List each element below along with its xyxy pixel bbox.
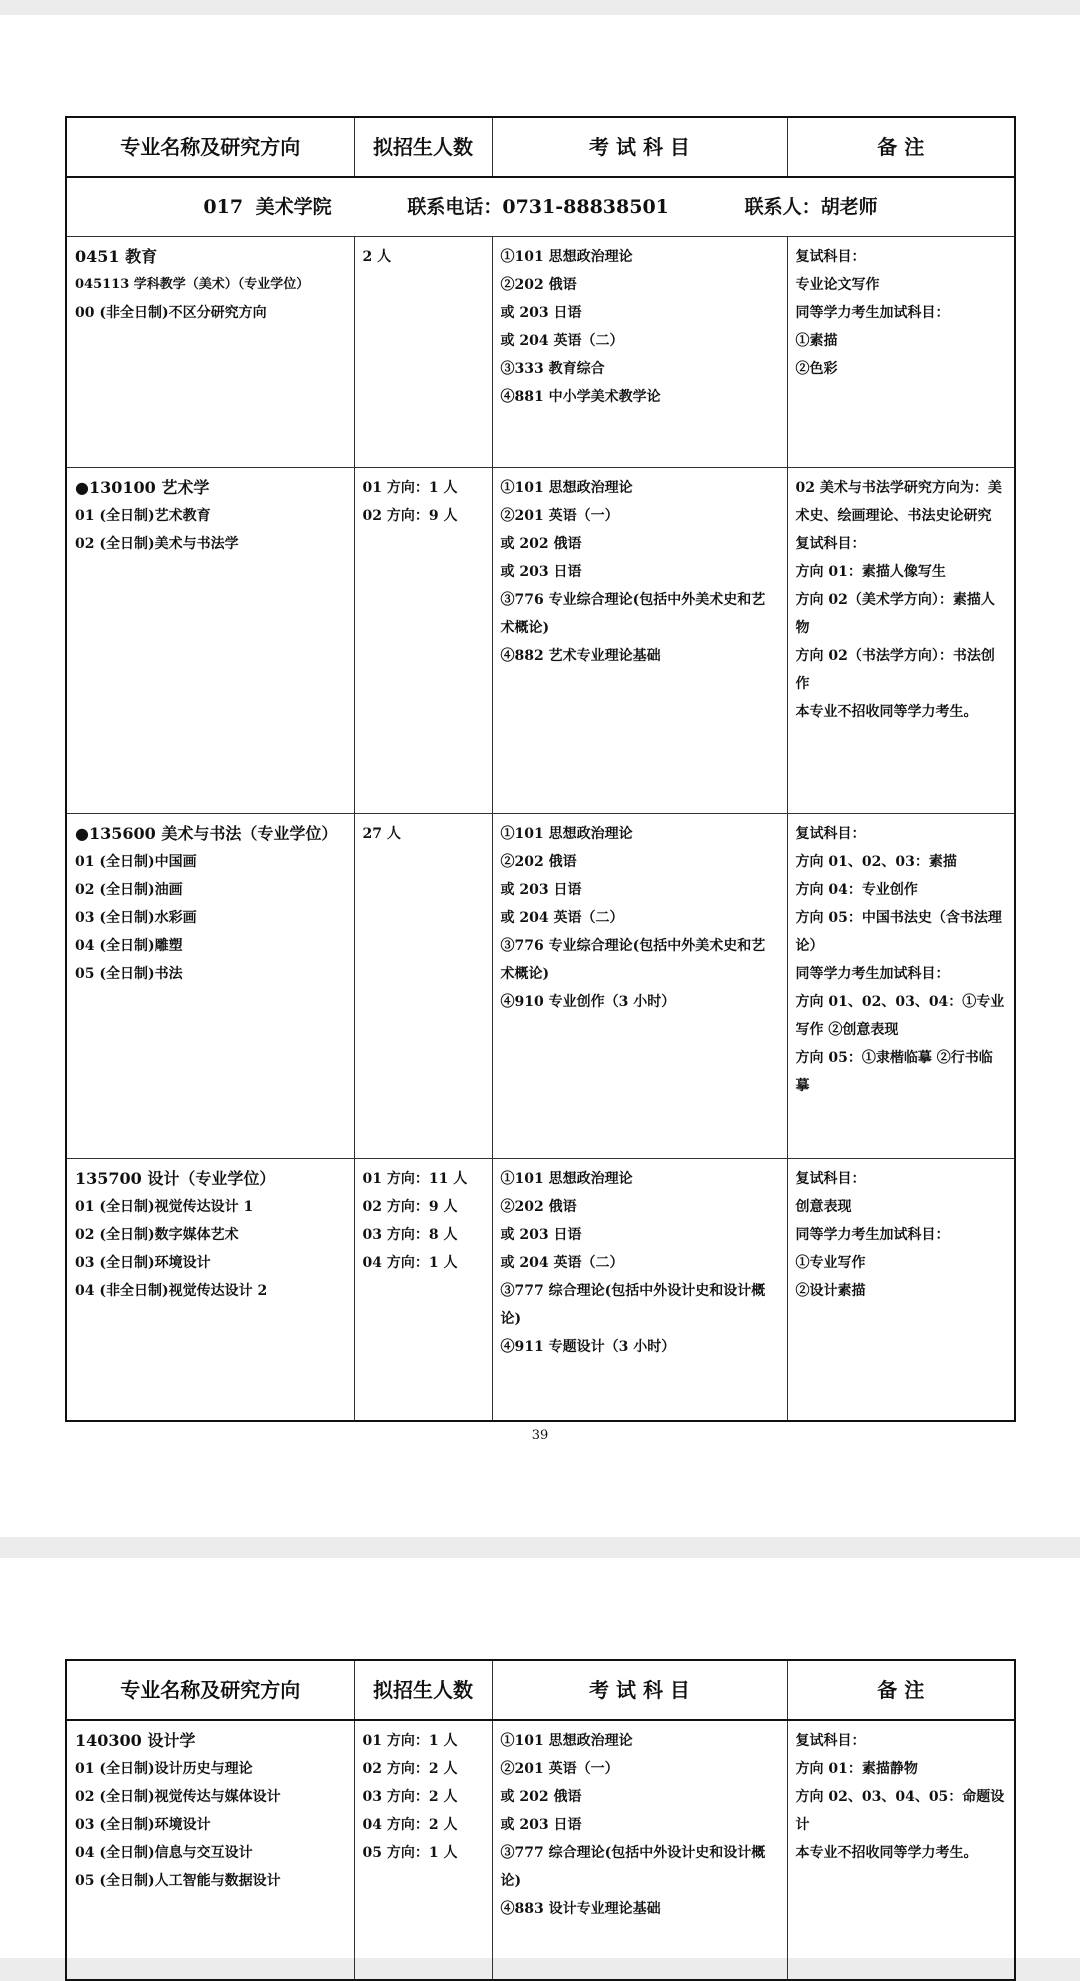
cell-line: 03 方向：8 人 xyxy=(362,1227,458,1243)
cell-line: ①101 思想政治理论 xyxy=(500,1171,633,1187)
cell-line: ③776 专业综合理论(包括中外美术史和艺术概论) xyxy=(500,938,766,982)
cell-line: ①101 思想政治理论 xyxy=(500,480,633,496)
document-page-39 xyxy=(0,15,1080,1537)
cell-line: 或 204 英语（二） xyxy=(500,333,624,349)
cell-line: ①101 思想政治理论 xyxy=(500,249,633,265)
header-major: 专业名称及研究方向 xyxy=(66,1660,354,1720)
cell-line: 04 (全日制)雕塑 xyxy=(75,938,183,954)
cell-line: 03 方向：2 人 xyxy=(362,1789,458,1805)
cell-line: 方向 01：素描人像写生 xyxy=(795,564,946,580)
department-name: 017 美术学院 xyxy=(203,196,332,218)
cell-line: 0451 教育 xyxy=(75,247,158,266)
department-contact: 联系人：胡老师 xyxy=(744,196,878,218)
cell-line: 复试科目： xyxy=(795,1171,866,1187)
major-cell xyxy=(66,237,354,468)
header-row xyxy=(66,1660,1015,1720)
notes-cell xyxy=(787,1720,1015,1980)
major-cell xyxy=(66,468,354,814)
cell-line: 复试科目： xyxy=(795,249,866,265)
cell-line: 00 (非全日制)不区分研究方向 xyxy=(75,305,267,321)
cell-line: 方向 01：素描静物 xyxy=(795,1761,918,1777)
header-row xyxy=(66,117,1015,177)
cell-line: ①101 思想政治理论 xyxy=(500,826,633,842)
cell-line: ④883 设计专业理论基础 xyxy=(500,1901,661,1917)
table-row xyxy=(66,468,1015,814)
cell-line: 135700 设计（专业学位） xyxy=(75,1169,276,1188)
cell-line: 01 方向：11 人 xyxy=(362,1171,468,1187)
cell-line: ④881 中小学美术教学论 xyxy=(500,389,661,405)
cell-line: 方向 04：专业创作 xyxy=(795,882,918,898)
cell-line: ●130100 艺术学 xyxy=(75,478,210,497)
cell-line: 05 (全日制)书法 xyxy=(75,966,183,982)
cell-line: 方向 02（书法学方向）：书法创作 xyxy=(795,648,995,692)
cell-line: ③776 专业综合理论(包括中外美术史和艺术概论) xyxy=(500,592,766,636)
header-enrollment: 拟招生人数 xyxy=(354,1660,492,1720)
cell-line: 01 方向：1 人 xyxy=(362,1733,458,1749)
cell-line: ①101 思想政治理论 xyxy=(500,1733,633,1749)
admissions-table xyxy=(65,1659,1016,1981)
notes-cell xyxy=(787,468,1015,814)
cell-line: ②202 俄语 xyxy=(500,854,577,870)
header-exam-subjects: 考 试 科 目 xyxy=(492,117,787,177)
cell-line: 02 (全日制)油画 xyxy=(75,882,183,898)
cell-line: ②202 俄语 xyxy=(500,1199,577,1215)
cell-line: ②202 俄语 xyxy=(500,277,577,293)
cell-line: 04 方向：2 人 xyxy=(362,1817,458,1833)
page-number: 39 xyxy=(531,1428,549,1443)
header-enrollment: 拟招生人数 xyxy=(354,117,492,177)
cell-line: 02 方向：9 人 xyxy=(362,508,458,524)
cell-line: 或 203 日语 xyxy=(500,882,582,898)
cell-line: 02 方向：2 人 xyxy=(362,1761,458,1777)
cell-line: 或 204 英语（二） xyxy=(500,910,624,926)
cell-line: ①专业写作 xyxy=(795,1255,866,1271)
notes-cell xyxy=(787,814,1015,1159)
cell-line: 或 203 日语 xyxy=(500,1817,582,1833)
cell-line: ①素描 xyxy=(795,333,838,349)
exam-cell xyxy=(492,1720,787,1980)
cell-line: ③333 教育综合 xyxy=(500,361,605,377)
header-exam-subjects: 考 试 科 目 xyxy=(492,1660,787,1720)
document-page-40 xyxy=(0,1558,1080,1958)
cell-line: 04 (全日制)信息与交互设计 xyxy=(75,1845,253,1861)
cell-line: ③777 综合理论(包括中外设计史和设计概论) xyxy=(500,1283,766,1327)
cell-line: 复试科目： xyxy=(795,536,866,552)
enrollment-cell xyxy=(354,1159,492,1421)
cell-line: 03 (全日制)环境设计 xyxy=(75,1817,211,1833)
cell-line: ②201 英语（一） xyxy=(500,1761,619,1777)
table-row xyxy=(66,814,1015,1159)
cell-line: ④910 专业创作（3 小时） xyxy=(500,994,676,1010)
cell-line: ④882 艺术专业理论基础 xyxy=(500,648,661,664)
cell-line: ④911 专题设计（3 小时） xyxy=(500,1339,676,1355)
enrollment-cell xyxy=(354,814,492,1159)
cell-line: 27 人 xyxy=(362,826,401,842)
cell-line: 或 202 俄语 xyxy=(500,1789,582,1805)
header-notes: 备 注 xyxy=(787,117,1015,177)
cell-line: ②设计素描 xyxy=(795,1283,866,1299)
cell-line: 同等学力考生加试科目： xyxy=(795,1227,950,1243)
cell-line: 01 (全日制)视觉传达设计 1 xyxy=(75,1199,254,1215)
cell-line: 同等学力考生加试科目： xyxy=(795,305,950,321)
exam-cell xyxy=(492,814,787,1159)
cell-line: ②201 英语（一） xyxy=(500,508,619,524)
department-phone: 联系电话：0731-88838501 xyxy=(407,196,669,218)
cell-line: 本专业不招收同等学力考生。 xyxy=(795,704,978,720)
enrollment-cell xyxy=(354,468,492,814)
cell-line: 或 202 俄语 xyxy=(500,536,582,552)
enrollment-cell xyxy=(354,237,492,468)
department-row xyxy=(66,177,1015,237)
cell-line: 或 204 英语（二） xyxy=(500,1255,624,1271)
cell-line: 同等学力考生加试科目： xyxy=(795,966,950,982)
cell-line: 专业论文写作 xyxy=(795,277,880,293)
major-cell xyxy=(66,1159,354,1421)
cell-line: 方向 01、02、03、04：①专业写作 ②创意表现 xyxy=(795,994,1005,1038)
cell-line: 03 (全日制)水彩画 xyxy=(75,910,197,926)
cell-line: 140300 设计学 xyxy=(75,1731,196,1750)
exam-cell xyxy=(492,1159,787,1421)
cell-line: ●135600 美术与书法（专业学位） xyxy=(75,824,338,843)
cell-line: 01 方向：1 人 xyxy=(362,480,458,496)
cell-line: ③777 综合理论(包括中外设计史和设计概论) xyxy=(500,1845,766,1889)
table-row xyxy=(66,237,1015,468)
cell-line: 复试科目： xyxy=(795,1733,866,1749)
exam-cell xyxy=(492,468,787,814)
cell-line: 方向 05：中国书法史（含书法理论） xyxy=(795,910,1002,954)
cell-line: 02 (全日制)数字媒体艺术 xyxy=(75,1227,239,1243)
cell-line: 04 (非全日制)视觉传达设计 2 xyxy=(75,1283,268,1299)
cell-line: 02 方向：9 人 xyxy=(362,1199,458,1215)
cell-line: 01 (全日制)艺术教育 xyxy=(75,508,211,524)
cell-line: 方向 02（美术学方向）：素描人物 xyxy=(795,592,995,636)
notes-cell xyxy=(787,1159,1015,1421)
major-cell xyxy=(66,814,354,1159)
cell-line: 045113 学科教学（美术）（专业学位） xyxy=(75,277,310,292)
cell-line: 04 方向：1 人 xyxy=(362,1255,458,1271)
table-row xyxy=(66,1720,1015,1980)
cell-line: 05 (全日制)人工智能与数据设计 xyxy=(75,1873,281,1889)
admissions-table xyxy=(65,116,1016,1422)
cell-line: 或 203 日语 xyxy=(500,1227,582,1243)
cell-line: 02 美术与书法学研究方向为：美术史、绘画理论、书法史论研究 xyxy=(795,480,1002,524)
cell-line: 方向 02、03、04、05：命题设计 xyxy=(795,1789,1005,1833)
cell-line: 2 人 xyxy=(362,249,392,265)
cell-line: 方向 01、02、03：素描 xyxy=(795,854,957,870)
cell-line: 02 (全日制)视觉传达与媒体设计 xyxy=(75,1789,281,1805)
cell-line: 05 方向：1 人 xyxy=(362,1845,458,1861)
cell-line: 03 (全日制)环境设计 xyxy=(75,1255,211,1271)
cell-line: 方向 05：①隶楷临摹 ②行书临摹 xyxy=(795,1050,993,1094)
cell-line: 01 (全日制)中国画 xyxy=(75,854,197,870)
table-row xyxy=(66,1159,1015,1421)
notes-cell xyxy=(787,237,1015,468)
cell-line: 创意表现 xyxy=(795,1199,852,1215)
cell-line: 或 203 日语 xyxy=(500,305,582,321)
header-notes: 备 注 xyxy=(787,1660,1015,1720)
exam-cell xyxy=(492,237,787,468)
cell-line: ②色彩 xyxy=(795,361,838,377)
cell-line: 01 (全日制)设计历史与理论 xyxy=(75,1761,253,1777)
cell-line: 02 (全日制)美术与书法学 xyxy=(75,536,239,552)
header-major: 专业名称及研究方向 xyxy=(66,117,354,177)
cell-line: 本专业不招收同等学力考生。 xyxy=(795,1845,978,1861)
cell-line: 或 203 日语 xyxy=(500,564,582,580)
cell-line: 复试科目： xyxy=(795,826,866,842)
enrollment-cell xyxy=(354,1720,492,1980)
major-cell xyxy=(66,1720,354,1980)
